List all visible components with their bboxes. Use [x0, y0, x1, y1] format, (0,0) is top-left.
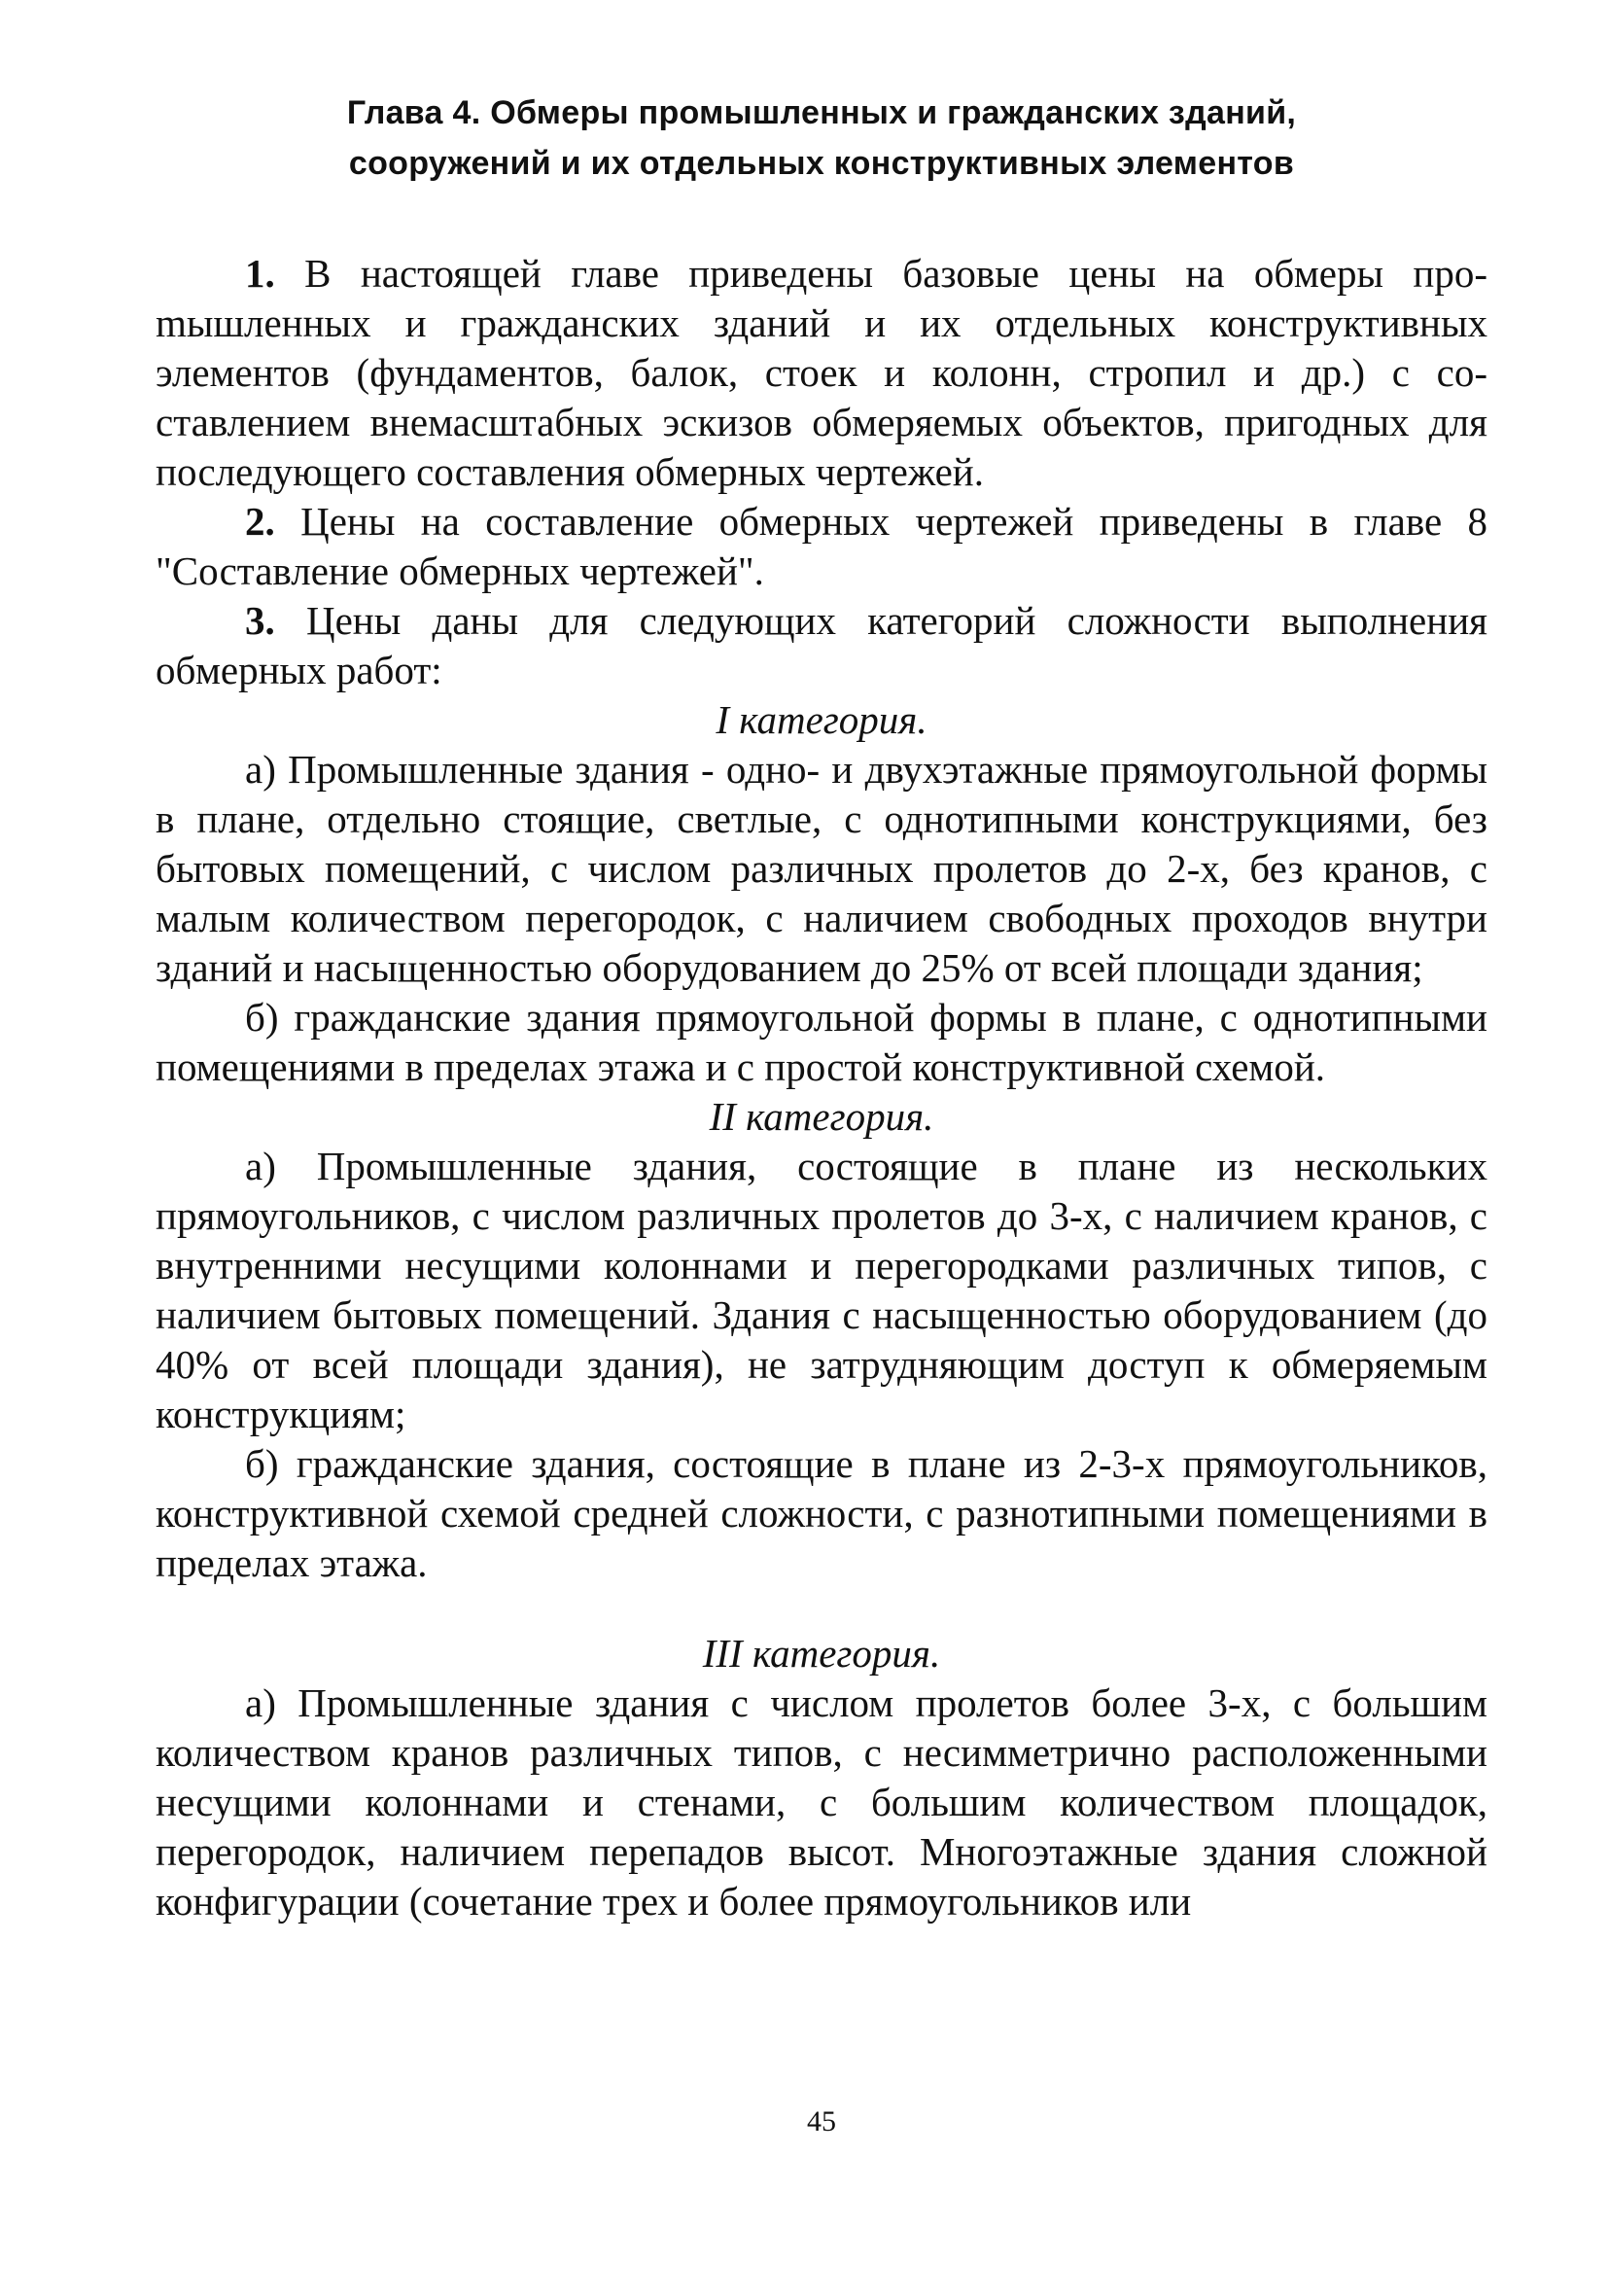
chapter-heading-line-1: Глава 4. Обмеры промышленных и гражданских зданий, [346, 94, 1297, 131]
paragraph-text: Цены на составление обмерных чертежей приведены в главе 8 "Составление обмерных чертежей". [156, 499, 1487, 593]
category-1-item-b: б) гражданские здания прямоугольной формы в плане, с однотипными помещениями в пределах этажа и с простой конструктивной схемой. [156, 995, 1487, 1089]
category-3-title: III категория. [702, 1631, 941, 1676]
document-page [156, 88, 1487, 2276]
category-2-item-b: б) гражданские здания, состоящие в плане из 2-3-х прямоугольников, конструктивной схемой средней сложности, с разнотипными помещениями в пределах этажа. [156, 1441, 1487, 1585]
document-body [156, 249, 1487, 1926]
category-3-item-a: а) Промышленные здания с числом пролетов более 3-х, с большим количеством кранов различных типов, с несимметрично расположенными несущими колоннами и стенами, с большим количеством площадок, перегородок, наличием перепадов высот. Многоэтажные здания сложной конфигурации (сочетание трех и более прямоугольников или [156, 1680, 1487, 1924]
category-1-title: I категория. [716, 697, 927, 742]
paragraph-1 [156, 249, 1487, 497]
category-2-item-a: а) Промышленные здания, состоящие в плане из нескольких прямоугольников, с числом различных пролетов до 3-х, с наличием кранов, с внутренними несущими колоннами и перегородками различных типов, с наличием бытовых помещений. Здания с насыщенностью оборудованием (до 40% от всей площади здания), не затрудняющим доступ к обмеряемым конструкциям; [156, 1144, 1487, 1436]
category-1-item-a: а) Промышленные здания - одно- и двухэтажные прямоугольной формы в плане, отдельно стоящие, светлые, с однотипными конструкциями, без бытовых помещений, с числом различных пролетов до 2-х, без кранов, с малым количеством перегородок, с наличием свободных проходов внутри зданий и насыщенностью оборудованием до 25% от всей площади здания; [156, 747, 1487, 990]
category-2-title: II категория. [709, 1094, 934, 1139]
paragraph-2 [156, 497, 1487, 596]
paragraph-number: 2. [245, 499, 275, 544]
paragraph-text: Цены даны для следующих категорий сложности выполнения обмерных работ: [156, 598, 1487, 692]
paragraph-number: 1. [245, 251, 275, 296]
chapter-heading [156, 88, 1487, 189]
paragraph-text: В настоящей главе приведены базовые цены на обмеры проmышленных и гражданских зданий и их отдельных конструктивных элементов (фундаментов, балок, стоек и колонн, стропил и др.) с составлением внемасштабных эскизов обмеряемых объектов, пригодных для последующего составления обмерных чертежей. [156, 251, 1487, 494]
page-number: 45 [807, 2105, 836, 2137]
chapter-heading-line-2: сооружений и их отдельных конструктивных элементов [348, 145, 1295, 182]
paragraph-number: 3. [245, 598, 275, 643]
paragraph-3 [156, 596, 1487, 695]
